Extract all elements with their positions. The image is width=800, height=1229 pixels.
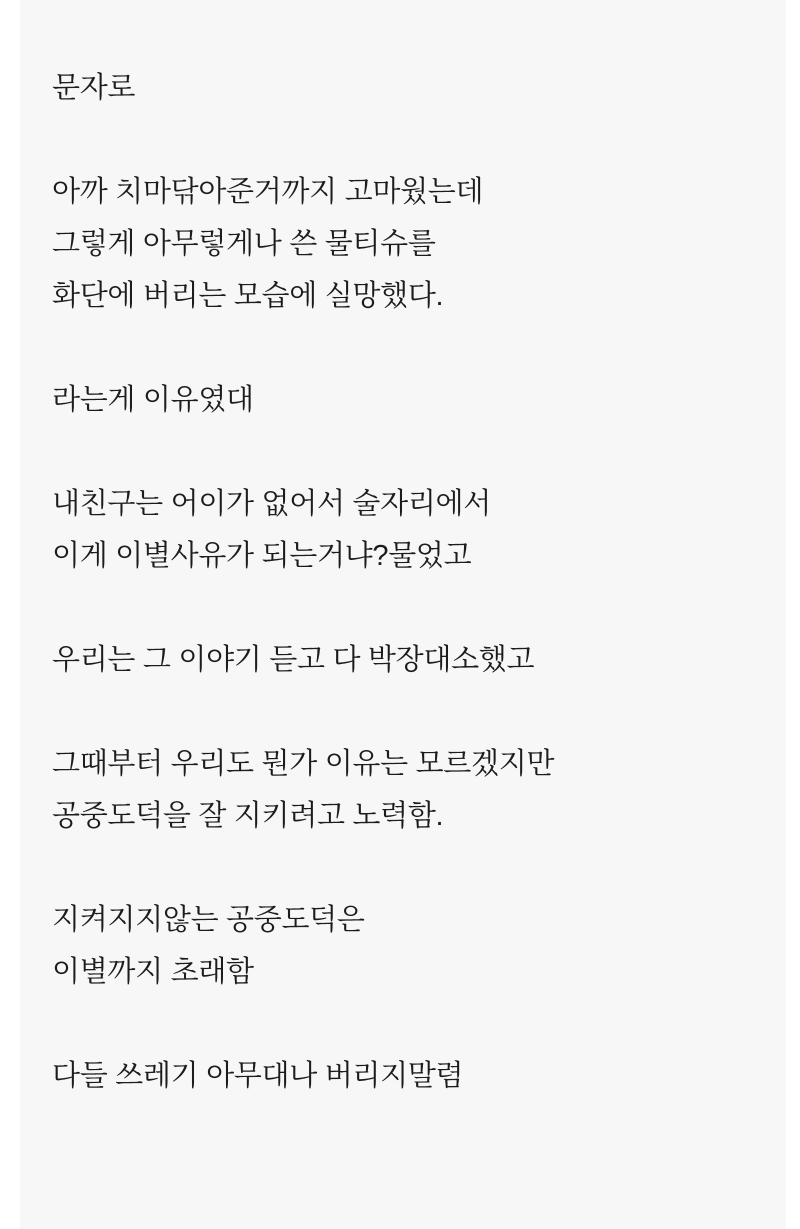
paragraph-spacer [52,686,760,738]
paragraph-spacer [52,842,760,894]
text-block-4 [52,478,760,582]
text-line: 이별까지 초래함 [52,956,254,988]
text-line: 라는게 이유였대 [52,384,254,416]
text-line: 우리는 그 이야기 듣고 다 박장대소했고 [52,644,535,676]
document-body [52,62,760,1102]
text-line: 이게 이별사유가 되는거냐?물었고 [52,540,472,572]
text-line: 아까 치마닦아준거까지 고마웠는데 [52,176,484,208]
paragraph-spacer [52,998,760,1050]
text-block-6 [52,738,760,842]
paragraph-spacer [52,114,760,166]
right-margin [786,0,800,1229]
left-margin [0,0,20,1229]
text-block-7 [52,894,760,998]
text-block-1 [52,62,760,114]
text-block-2 [52,166,760,322]
text-line: 그때부터 우리도 뭔가 이유는 모르겠지만 [52,748,555,780]
text-line: 그렇게 아무렇게나 쓴 물티슈를 [52,228,436,260]
paragraph-spacer [52,426,760,478]
text-line: 내친구는 어이가 없어서 술자리에서 [52,488,491,520]
text-line: 문자로 [52,72,136,104]
text-line: 다들 쓰레기 아무대나 버리지말렴 [52,1060,464,1092]
paragraph-spacer [52,582,760,634]
paragraph-spacer [52,322,760,374]
text-block-3 [52,374,760,426]
text-block-8 [52,1050,760,1102]
text-line: 지켜지지않는 공중도덕은 [52,904,365,936]
text-line: 화단에 버리는 모습에 실망했다. [52,280,444,312]
text-line: 공중도덕을 잘 지키려고 노력함. [52,800,444,832]
text-block-5 [52,634,760,686]
